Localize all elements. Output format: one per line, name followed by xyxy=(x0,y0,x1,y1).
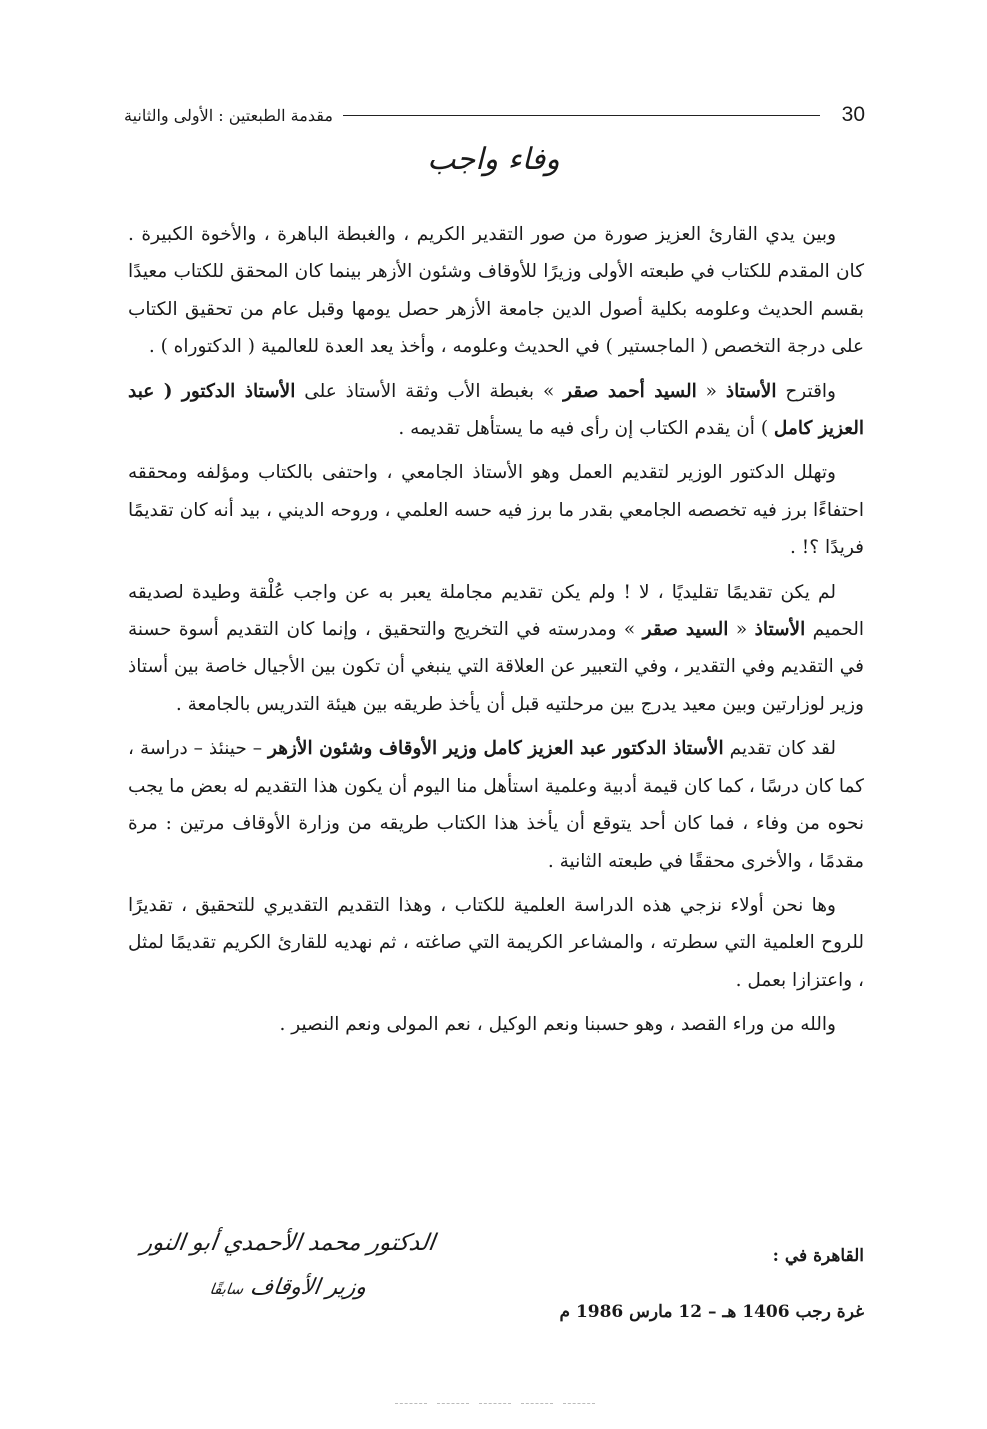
running-header xyxy=(124,98,865,132)
text-run: « xyxy=(696,380,726,402)
bold-phrase: السيد أحمد صقر xyxy=(563,380,697,402)
bold-phrase: الأستاذ xyxy=(754,619,806,641)
signature xyxy=(138,1218,438,1309)
text-run: لقد كان تقديم xyxy=(723,738,837,760)
paragraph xyxy=(128,730,864,880)
scan-artifact xyxy=(395,1403,595,1407)
paragraph xyxy=(128,454,864,566)
text-run: وها نحن أولاء نزجي هذه الدراسة العلمية للكتاب ، وهذا التقديم التقديري للتحقيق ، تقديرًا للروح العلمية التي سطرته ، والمشاعر الكريمة التي صاغته ، ثم نهديه للقارئ الكريم تقديمًا لمثل ، واعتزازا بعمل . xyxy=(128,894,864,991)
page-number: 30 xyxy=(841,103,865,126)
body-text xyxy=(128,216,864,1051)
signature-name: الدكتور محمد الأحمدي أبو النور xyxy=(139,1230,437,1256)
paragraph xyxy=(128,574,864,724)
running-title: مقدمة الطبعتين : الأولى والثانية xyxy=(124,105,333,125)
paragraph xyxy=(128,887,864,999)
signature-role xyxy=(135,1268,441,1309)
bold-phrase: الأستاذ xyxy=(725,380,777,402)
text-run: والله من وراء القصد ، وهو حسبنا ونعم الوكيل ، نعم المولى ونعم النصير . xyxy=(279,1014,836,1036)
text-run: ) أن يقدم الكتاب إن رأى فيه ما يستأهل تقديمه . xyxy=(398,418,774,440)
signature-role-suffix: سابقًا xyxy=(208,1280,245,1298)
place-date-block xyxy=(504,1228,864,1340)
header-rule xyxy=(343,115,820,116)
section-title: وفاء واجب xyxy=(427,142,560,177)
text-run: » ومدرسته في التخريج والتحقيق ، وإنما كان التقديم أسوة حسنة في التقديم وفي التقدير ، وفي التعبير عن العلاقة التي ينبغي أن تكون بين الأجيال خاصة بين أستاذ وزير لوزارتين وبين معيد يدرج بين مرحلتيه قبل أن يأخذ طريقه بين هيئة التدريس بالجامعة . xyxy=(128,619,864,715)
place-label: القاهرة في : xyxy=(772,1246,864,1266)
text-run: » بغبطة الأب وثقة الأستاذ على xyxy=(295,380,564,402)
paragraph xyxy=(128,216,864,366)
paragraph xyxy=(128,1006,864,1043)
text-run: واقترح xyxy=(776,380,836,402)
text-run: « xyxy=(728,619,755,641)
text-run: لم يكن تقديمًا تقليديًا ، لا ! ولم يكن تقديم مجاملة يعبر به عن واجب عُلْقة وطيدة لصديقه الحميم xyxy=(128,581,864,641)
bold-phrase: الأستاذ الدكتور عبد العزيز كامل وزير الأوقاف وشئون الأزهر xyxy=(268,738,724,760)
signature-role-title: وزير الأوقاف xyxy=(248,1275,369,1300)
bold-phrase: الأستاذ الدكتور ( عبد العزيز كامل xyxy=(128,380,864,440)
footer xyxy=(128,1218,864,1328)
bold-phrase: السيد صقر xyxy=(642,619,729,641)
paragraph xyxy=(128,373,864,448)
text-run: وبين يدي القارئ العزيز صورة من صور التقدير الكريم ، والغبطة الباهرة ، والأخوة الكبيرة . كان المقدم للكتاب في طبعته الأولى وزيرًا للأوقاف وشئون الأزهر بينما كان المحقق للكتاب معيدًا بقسم الحديث وعلومه بكلية أصول الدين جامعة الأزهر حصل يومها وقبل عام من تحقيق الكتاب على درجة التخصص ( الماجستير ) في الحديث وعلومه ، وأخذ يعد العدة للعالمية ( الدكتوراه ) . xyxy=(128,224,864,358)
text-run: وتهلل الدكتور الوزير لتقديم العمل وهو الأستاذ الجامعي ، واحتفى بالكتاب ومؤلفه ومحققه احتفاءًا برز فيه تخصصه الجامعي بقدر ما برز فيه حسه العلمي ، وروحه الديني ، بيد أنه كان تقديمًا فريدًا ؟! . xyxy=(128,462,864,559)
text-run: – حينئذ – دراسة ، كما كان درسًا ، كما كان قيمة أدبية وعلمية استأهل منا اليوم أن يكون هذا التقديم له بعض ما يجب نحوه من وفاء ، فما كان أحد يتوقع أن يأخذ هذا الكتاب طريقه من وزارة الأوقاف مرتين : مرة مقدمًا ، والأخرى محققًا في طبعته الثانية . xyxy=(128,738,864,872)
date-line: غرة رجب 1406 هـ – 12 مارس 1986 م xyxy=(559,1302,864,1322)
